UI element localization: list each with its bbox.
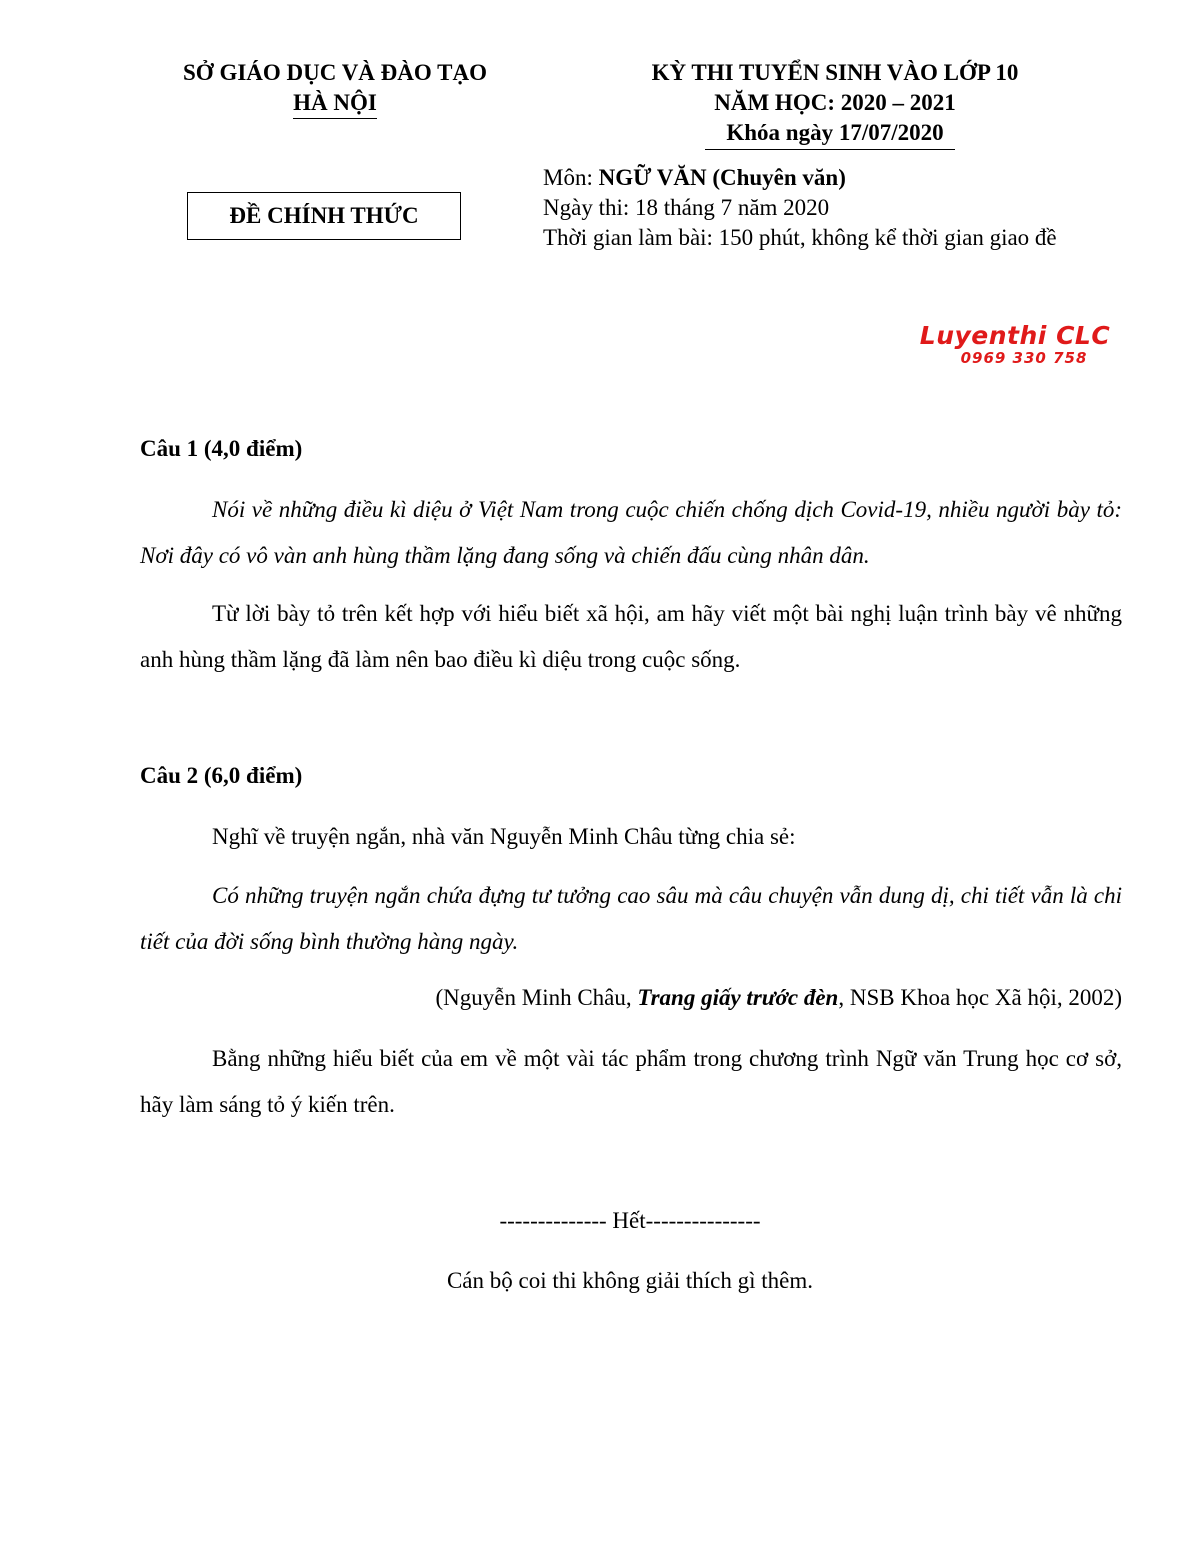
exam-session: Khóa ngày 17/07/2020 (726, 120, 944, 145)
exam-name: KỲ THI TUYỂN SINH VÀO LỚP 10 (651, 60, 1019, 85)
luyenthi-watermark-logo (900, 322, 1130, 372)
question-2-intro (140, 814, 1122, 860)
question-1-title: Câu 1 (4,0 điểm) (140, 436, 303, 461)
question-1-prompt (140, 591, 1122, 683)
question-1-quote (140, 487, 1122, 579)
department-name: SỞ GIÁO DỤC VÀ ĐÀO TẠO (183, 60, 487, 85)
watermark-phone: 0969 330 758 (960, 349, 1088, 367)
proctor-note: Cán bộ coi thi không giải thích gì thêm. (446, 1268, 814, 1293)
subject-value: NGỮ VĂN (Chuyên văn) (598, 165, 846, 190)
department-underline (293, 118, 377, 119)
subject-block (543, 163, 1143, 253)
city-name: HÀ NỘI (293, 90, 377, 115)
question-2-prompt (140, 1036, 1122, 1128)
question-2-intro-text: Nghĩ về truyện ngắn, nhà văn Nguyễn Minh Châu từng chia sẻ: (212, 824, 796, 849)
department-header (140, 58, 530, 118)
exam-header-underline (705, 149, 955, 150)
end-marker: -------------- Hết--------------- (499, 1208, 761, 1233)
exam-duration: Thời gian làm bài: 150 phút, không kể thời gian giao đề (543, 225, 1057, 250)
exam-date: Ngày thi: 18 tháng 7 năm 2020 (543, 195, 830, 220)
subject-line (543, 163, 1143, 193)
watermark-name: Luyenthi CLC (919, 321, 1111, 350)
question-2-title: Câu 2 (6,0 điểm) (140, 763, 303, 788)
question-2-quote (140, 873, 1122, 965)
question-1-prompt-text: Từ lời bày tỏ trên kết hợp với hiểu biết xã hội, am hãy viết một bài nghị luận trình bày vê những anh hùng thầm lặng đã làm nên bao điều kì diệu trong cuộc sống. (140, 601, 1122, 672)
question-2-quote-text: Có những truyện ngắn chứa đựng tư tưởng cao sâu mà câu chuyện vẫn dung dị, chi tiết vẫn là chi tiết của đời sống bình thường hàng ngày. (140, 883, 1122, 954)
school-year: NĂM HỌC: 2020 – 2021 (714, 90, 956, 115)
official-exam-box (187, 192, 461, 240)
citation-book-title: Trang giấy trước đèn (637, 985, 839, 1010)
official-exam-label: ĐỀ CHÍNH THỨC (229, 203, 419, 228)
subject-prefix: Môn: (543, 165, 599, 190)
citation-author: (Nguyễn Minh Châu, (435, 985, 638, 1010)
question-1-quote-text: Nói về những điều kì diệu ở Việt Nam trong cuộc chiến chống dịch Covid-19, nhiều người bày tỏ: Nơi đây có vô vàn anh hùng thầm lặng đang sống và chiến đấu cùng nhân dân. (140, 497, 1122, 568)
question-2-citation (140, 985, 1122, 1011)
citation-publisher: , NSB Khoa học Xã hội, 2002) (838, 985, 1122, 1010)
question-2-prompt-text: Bằng những hiểu biết của em về một vài tác phẩm trong chương trình Ngữ văn Trung học cơ sở, hãy làm sáng tỏ ý kiến trên. (140, 1046, 1122, 1117)
exam-header (590, 58, 1080, 148)
